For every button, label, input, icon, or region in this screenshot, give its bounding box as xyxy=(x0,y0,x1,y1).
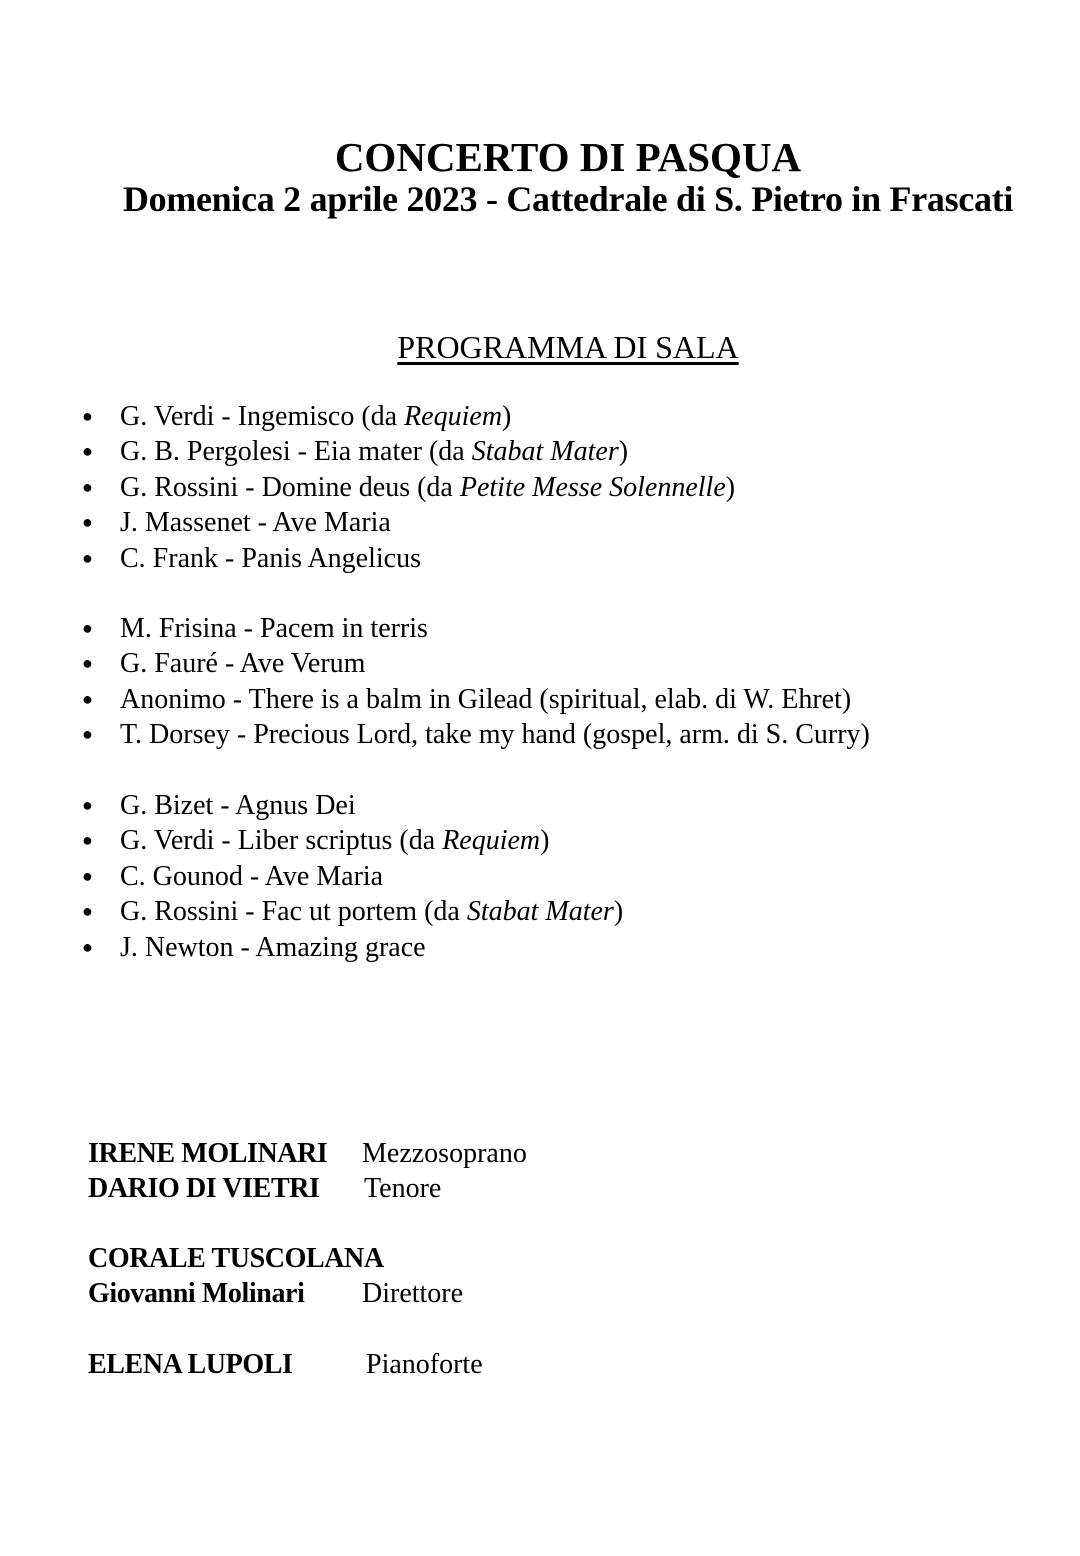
bullet-icon xyxy=(82,894,120,929)
performer-name: IRENE MOLINARI xyxy=(88,1138,328,1169)
program-list-part-2 xyxy=(82,611,870,753)
program-item-text xyxy=(120,507,391,538)
program-item-composer-piece: G. Verdi - Liber scriptus (da xyxy=(120,825,443,857)
bullet-icon xyxy=(82,399,120,434)
program-item xyxy=(82,434,735,469)
program-item xyxy=(82,505,735,540)
performer-name: ELENA LUPOLI xyxy=(88,1349,293,1380)
performer-role: Tenore xyxy=(364,1173,442,1204)
bullet-icon xyxy=(82,434,120,469)
program-item-composer-piece: G. Bizet - Agnus Dei xyxy=(120,790,356,821)
program-item-composer-piece: T. Dorsey - Precious Lord, take my hand (gospel, arm. di S. Curry) xyxy=(120,719,870,751)
program-item-text xyxy=(120,613,428,644)
program-item-text xyxy=(120,932,426,963)
program-item-closing: ) xyxy=(618,436,629,468)
program-item-work-title: Petite Messe Solennelle xyxy=(459,471,726,503)
program-item-text xyxy=(120,825,549,856)
program-item xyxy=(82,823,623,858)
performer-role: Mezzosoprano xyxy=(362,1138,527,1169)
program-item xyxy=(82,541,735,576)
choir-name: CORALE TUSCOLANA xyxy=(88,1243,384,1274)
concert-title: CONCERTO DI PASQUA xyxy=(334,134,802,181)
bullet-icon xyxy=(82,823,120,858)
program-item-composer-piece: G. Fauré - Ave Verum xyxy=(120,648,366,680)
program-item xyxy=(82,399,735,434)
bullet-icon xyxy=(82,859,120,894)
program-item-text xyxy=(120,861,383,892)
performer-name: Giovanni Molinari xyxy=(88,1278,305,1309)
program-item-work-title: Stabat Mater xyxy=(466,896,614,928)
program-item-closing: ) xyxy=(725,471,736,503)
program-item-text xyxy=(120,436,628,467)
program-item-text xyxy=(120,896,623,927)
program-list-part-1 xyxy=(82,399,735,576)
program-item-composer-piece: M. Frisina - Pacem in terris xyxy=(120,613,428,644)
program-item-closing: ) xyxy=(613,896,624,928)
program-item-composer-piece: C. Gounod - Ave Maria xyxy=(120,860,384,892)
program-heading: PROGRAMMA DI SALA xyxy=(397,329,739,365)
performer-name: DARIO DI VIETRI xyxy=(88,1173,320,1204)
bullet-icon xyxy=(82,930,120,965)
bullet-icon xyxy=(82,611,120,646)
bullet-icon xyxy=(82,682,120,717)
program-item-work-title: Stabat Mater xyxy=(471,436,619,468)
program-item xyxy=(82,717,870,752)
program-item-composer-piece: G. Rossini - Domine deus (da xyxy=(120,471,460,503)
program-item-work-title: Requiem xyxy=(442,825,541,857)
performer-role: Pianoforte xyxy=(366,1349,483,1380)
program-item-text xyxy=(120,648,365,679)
program-item xyxy=(82,470,735,505)
program-item-closing: ) xyxy=(502,401,512,432)
program-item xyxy=(82,859,623,894)
program-list-part-3 xyxy=(82,788,623,965)
performer-role: Direttore xyxy=(362,1278,464,1309)
bullet-icon xyxy=(82,470,120,505)
program-item xyxy=(82,788,623,823)
program-item-text xyxy=(120,790,356,821)
program-item-composer-piece: J. Newton - Amazing grace xyxy=(120,931,426,963)
program-item-closing: ) xyxy=(540,825,550,857)
concert-date-venue: Domenica 2 aprile 2023 - Cattedrale di S. Pietro in Frascati xyxy=(122,179,1014,219)
program-item xyxy=(82,646,870,681)
program-item-text xyxy=(120,684,851,715)
bullet-icon xyxy=(82,541,120,576)
program-item-composer-piece: Anonimo - There is a balm in Gilead (spiritual, elab. di W. Ehret) xyxy=(120,683,852,715)
program-item-composer-piece: G. B. Pergolesi - Eia mater (da xyxy=(120,436,472,468)
bullet-icon xyxy=(82,717,120,752)
program-item-composer-piece: C. Frank - Panis Angelicus xyxy=(120,542,421,574)
program-item xyxy=(82,930,623,965)
program-item-text xyxy=(120,543,421,574)
program-item xyxy=(82,894,623,929)
bullet-icon xyxy=(82,646,120,681)
program-item-text xyxy=(120,472,735,503)
bullet-icon xyxy=(82,505,120,540)
program-item-text xyxy=(120,719,870,750)
program-item xyxy=(82,682,870,717)
bullet-icon xyxy=(82,788,120,823)
program-item-work-title: Requiem xyxy=(404,401,503,432)
program-item-composer-piece: J. Massenet - Ave Maria xyxy=(120,507,391,539)
program-item-composer-piece: G. Rossini - Fac ut portem (da xyxy=(120,896,467,928)
program-item-text xyxy=(120,401,511,432)
program-item-composer-piece: G. Verdi - Ingemisco (da xyxy=(120,401,405,432)
program-item xyxy=(82,611,870,646)
